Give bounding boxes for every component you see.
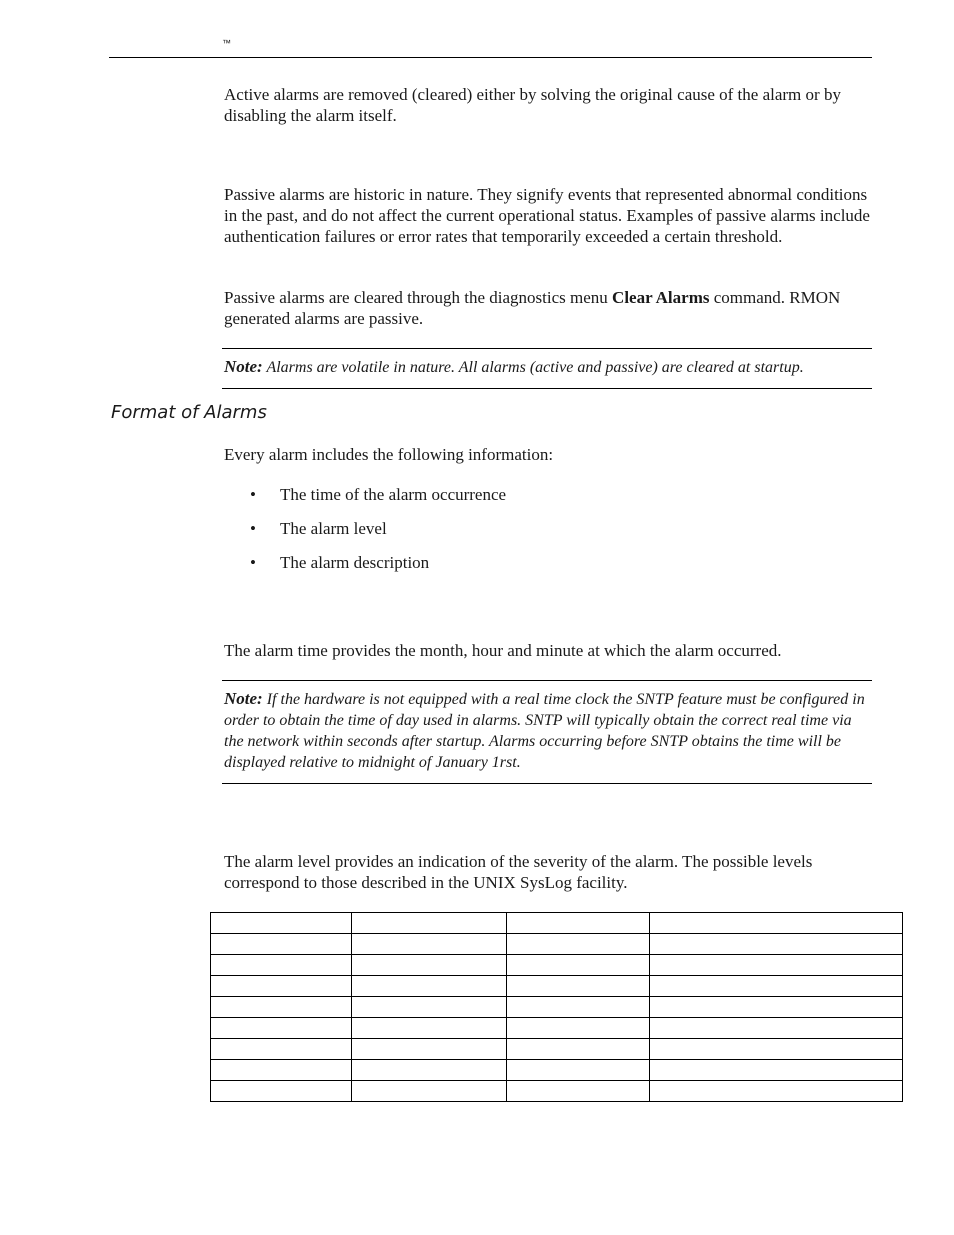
passive-clear-text-after: command. RMON generated alarms are passive.: [224, 288, 841, 328]
table-row: [211, 1018, 903, 1039]
table-cell: [352, 1060, 507, 1081]
passive-clear-paragraph: [224, 287, 874, 329]
note-label: Note:: [224, 689, 263, 708]
passive-alarm-paragraph: Passive alarms are historic in nature. They signify events that represented abnormal conditions in the past, and do not affect the current operational status. Examples of passive alarms include authentication failures or error rates that temporarily exceeded a certain threshold.: [224, 185, 870, 246]
table-cell: [650, 1039, 903, 1060]
table-row: [211, 976, 903, 997]
list-item: [250, 484, 506, 518]
list-item-text: The alarm description: [280, 553, 430, 572]
active-alarm-clear-paragraph: Active alarms are removed (cleared) either by solving the original cause of the alarm or by disabling the alarm itself.: [224, 85, 841, 125]
bullet-icon: •: [250, 553, 256, 572]
alarm-info-list: [250, 484, 506, 586]
table-cell: [352, 1018, 507, 1039]
table-cell: [507, 997, 650, 1018]
volatile-note-text: Alarms are volatile in nature. All alarms (active and passive) are cleared at startup.: [266, 359, 804, 376]
table-cell: [211, 997, 352, 1018]
table-row: [211, 997, 903, 1018]
list-item: [250, 518, 506, 552]
table-row: [211, 1039, 903, 1060]
note-label: Note:: [224, 357, 263, 376]
table-cell: [352, 913, 507, 934]
clear-alarms-command: Clear Alarms: [612, 288, 710, 307]
table-cell: [211, 1018, 352, 1039]
table-cell: [211, 976, 352, 997]
table-row: [211, 1081, 903, 1102]
table-cell: [211, 934, 352, 955]
table-cell: [352, 955, 507, 976]
table-cell: [650, 976, 903, 997]
table-cell: [650, 955, 903, 976]
table-cell: [211, 955, 352, 976]
table-cell: [352, 997, 507, 1018]
every-alarm-paragraph: Every alarm includes the following information:: [224, 445, 554, 464]
passive-clear-text-before: Passive alarms are cleared through the diagnostics menu: [224, 288, 613, 307]
list-item: [250, 552, 506, 586]
alarm-levels-table: [210, 912, 903, 1102]
table-cell: [352, 976, 507, 997]
table-cell: [211, 1039, 352, 1060]
table-cell: [650, 934, 903, 955]
table-row: [211, 1060, 903, 1081]
table-cell: [650, 1081, 903, 1102]
table-cell: [352, 934, 507, 955]
bullet-icon: •: [250, 519, 256, 538]
alarm-time-paragraph: The alarm time provides the month, hour and minute at which the alarm occurred.: [224, 641, 782, 660]
list-item-text: The alarm level: [280, 519, 387, 538]
table-cell: [507, 1060, 650, 1081]
table-cell: [650, 1018, 903, 1039]
table-cell: [211, 1060, 352, 1081]
table-row: [211, 913, 903, 934]
alarm-level-paragraph: The alarm level provides an indication of the severity of the alarm. The possible levels correspond to those described in the UNIX SysLog facility.: [224, 852, 813, 892]
format-of-alarms-heading: Format of Alarms: [111, 402, 267, 423]
table-cell: [507, 1039, 650, 1060]
list-item-text: The time of the alarm occurrence: [280, 485, 507, 504]
table-cell: [507, 955, 650, 976]
table-cell: [507, 1018, 650, 1039]
table-cell: [650, 1060, 903, 1081]
table-cell: [352, 1039, 507, 1060]
table-cell: [211, 1081, 352, 1102]
table-row: [211, 934, 903, 955]
bullet-icon: •: [250, 485, 256, 504]
table-cell: [352, 1081, 507, 1102]
trademark-mark: ™: [222, 38, 231, 48]
table-cell: [650, 913, 903, 934]
table-cell: [507, 913, 650, 934]
volatile-note: [222, 348, 872, 389]
sntp-note: [222, 680, 872, 784]
sntp-note-text: If the hardware is not equipped with a real time clock the SNTP feature must be configured in order to obtain the time of day used in alarms. SNTP will typically obtain the correct real time via the network within seconds after startup. Alarms occurring before SNTP obtains the time will be displayed relative to midnight of January 1rst.: [224, 691, 865, 771]
table-cell: [507, 976, 650, 997]
table-cell: [507, 934, 650, 955]
table-cell: [507, 1081, 650, 1102]
table-cell: [650, 997, 903, 1018]
table-cell: [211, 913, 352, 934]
header-rule: [109, 57, 872, 58]
table-row: [211, 955, 903, 976]
